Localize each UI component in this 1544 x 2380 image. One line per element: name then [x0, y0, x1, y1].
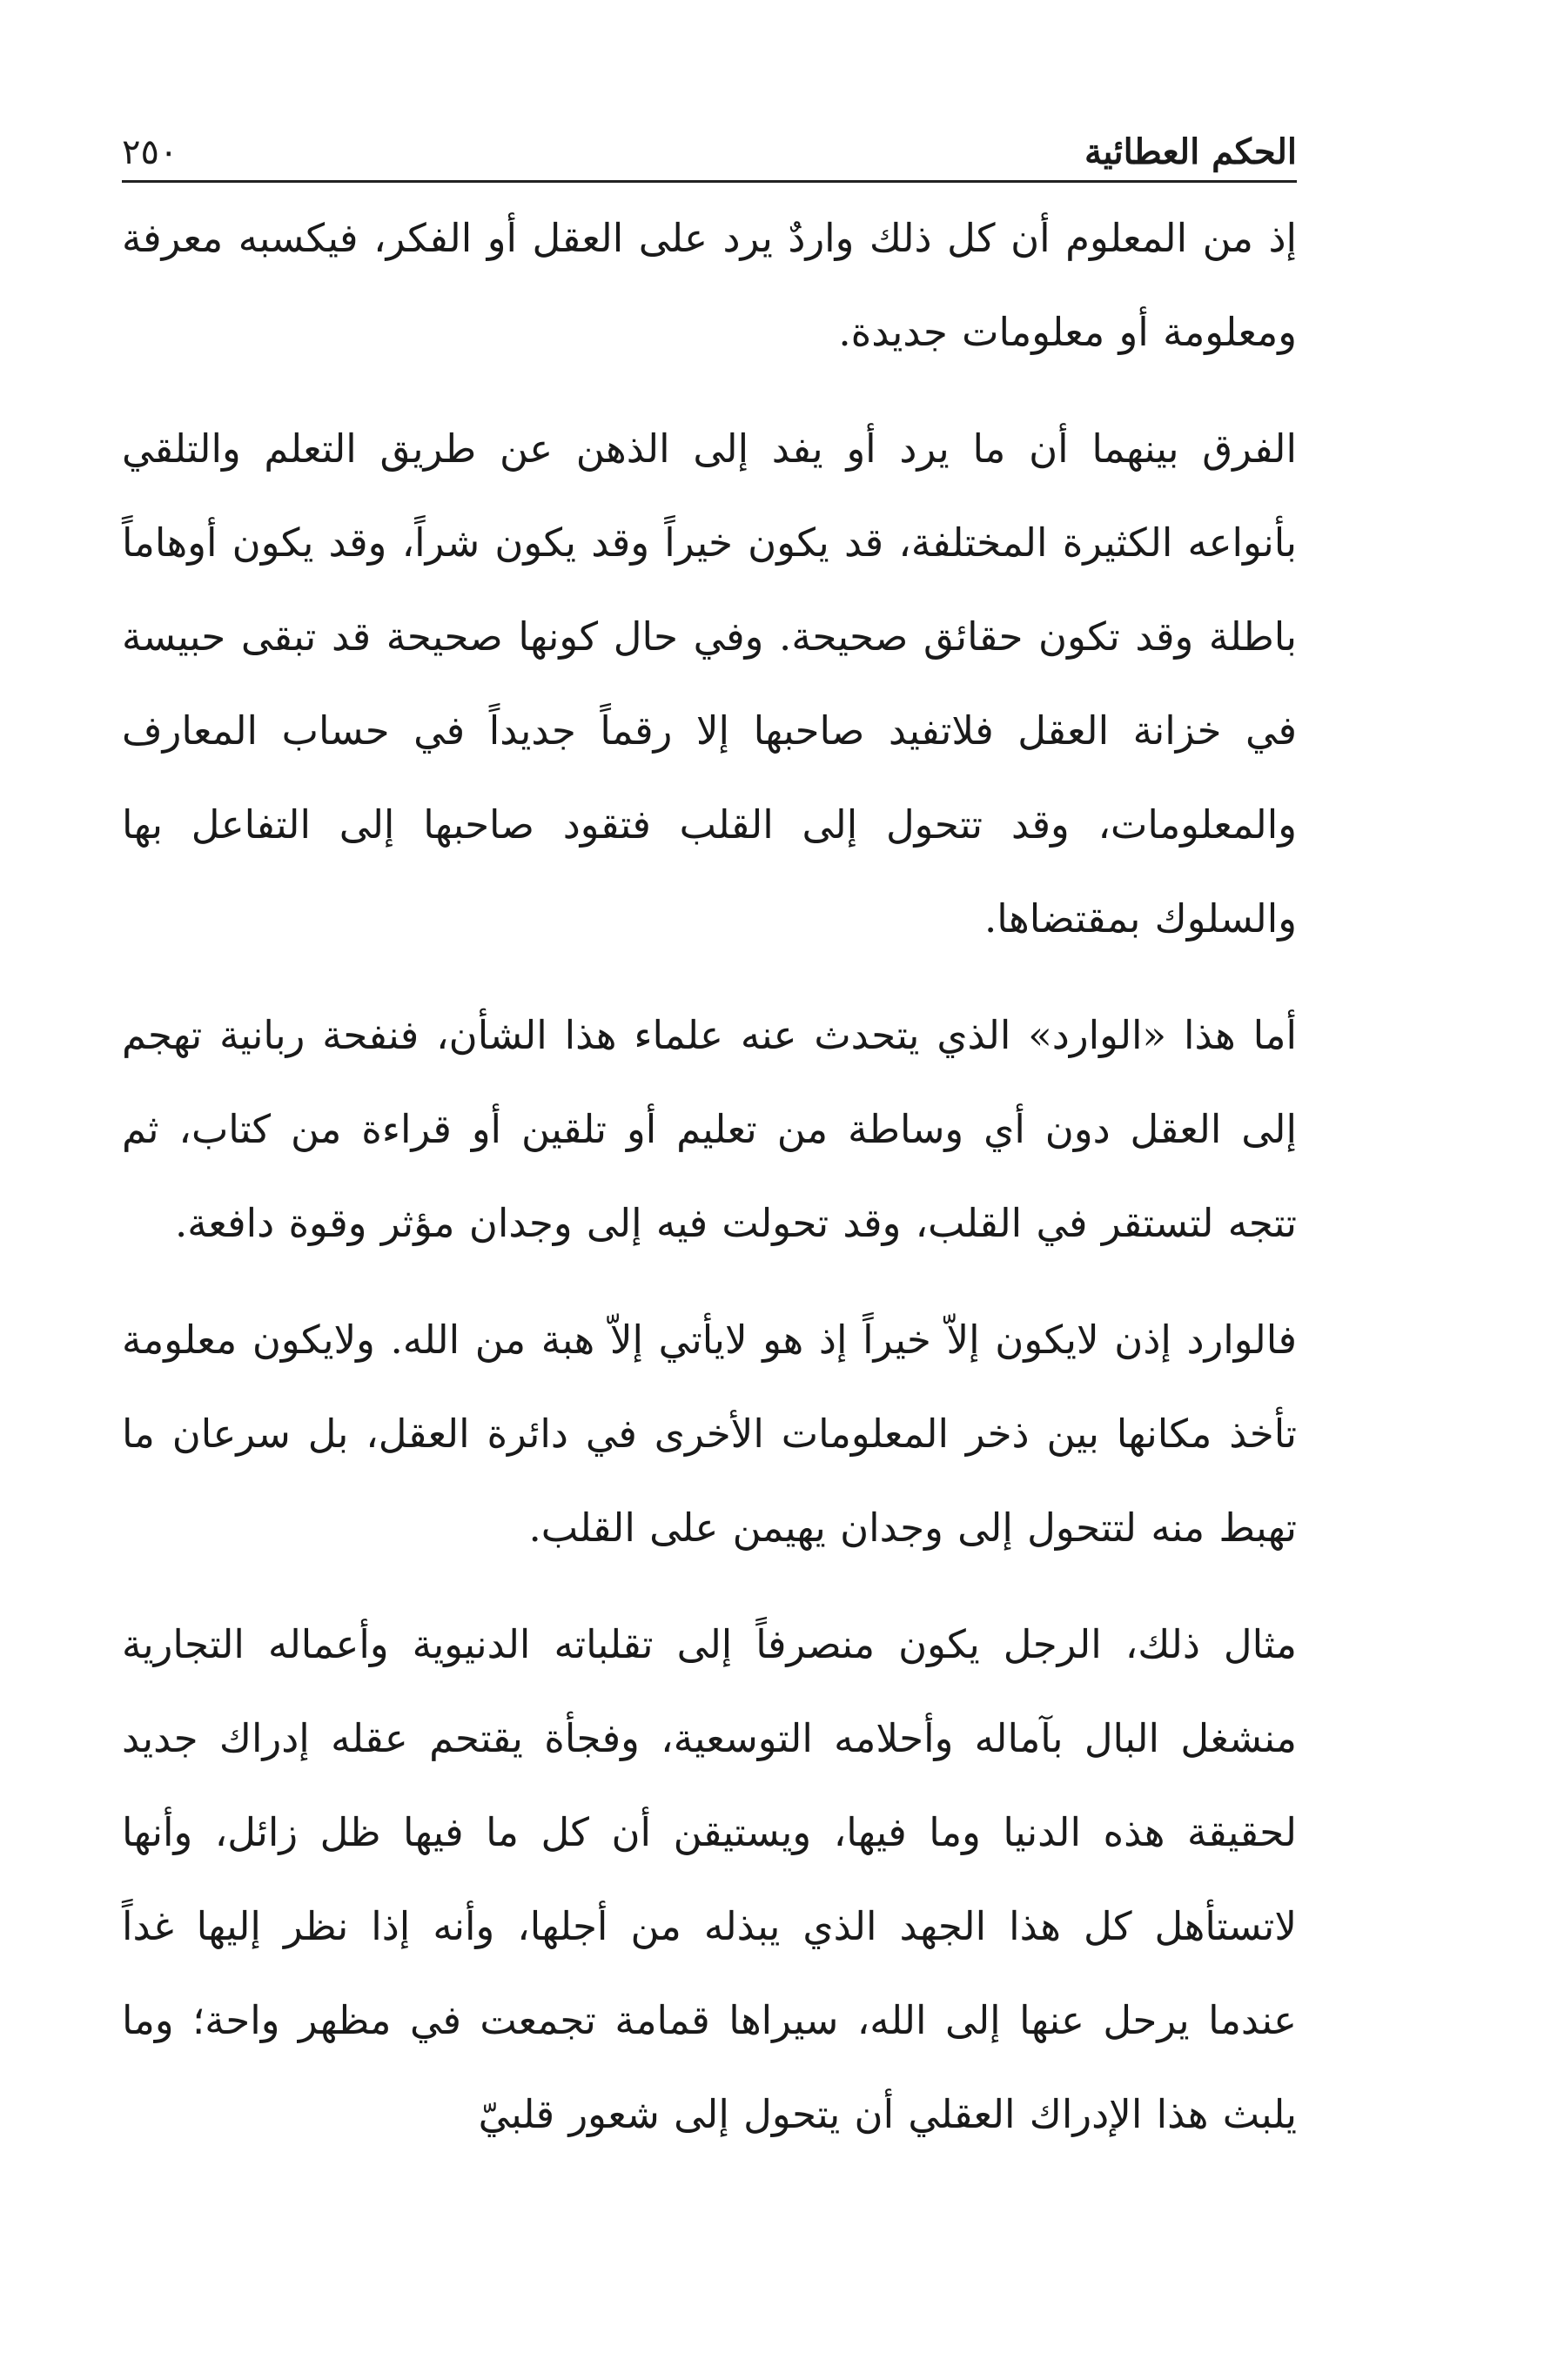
- paragraph: مثال ذلك، الرجل يكون منصرفاً إلى تقلباته الدنيوية وأعماله التجارية منشغل البال بآماله وأحلامه التوسعية، وفجأة يقتحم عقله إدراك جديد لحقيقة هذه الدنيا وما فيها، ويستيقن أن كل ما فيها ظل زائل، وأنها لاتستأهل كل هذا الجهد الذي يبذله من أجلها، وأنه إذا نظر إليها غداً عندما يرحل عنها إلى الله، سيراها قمامة تجمعت في مظهر واحة؛ وما يلبث هذا الإدراك العقلي أن يتحول إلى شعور قلبيّ: [122, 1621, 1297, 2137]
- paragraph: الفرق بينهما أن ما يرد أو يفد إلى الذهن عن طريق التعلم والتلقي بأنواعه الكثيرة المختلفة، قد يكون خيراً وقد يكون شراً، وقد يكون أوهاماً باطلة وقد تكون حقائق صحيحة. وفي حال كونها صحيحة قد تبقى حبيسة في خزانة العقل فلاتفيد صاحبها إلا رقماً جديداً في حساب المعارف والمعلومات، وقد تتحول إلى القلب فتقود صاحبها إلى التفاعل بها والسلوك بمقتضاها.: [122, 426, 1297, 942]
- paragraph: أما هذا «الوارد» الذي يتحدث عنه علماء هذا الشأن، فنفحة ربانية تهجم إلى العقل دون أي وساطة من تعليم أو تلقين أو قراءة من كتاب، ثم تتجه لتستقر في القلب، وقد تحولت فيه إلى وجدان مؤثر وقوة دافعة.: [122, 1012, 1297, 1246]
- paragraph: إذ من المعلوم أن كل ذلك واردٌ يرد على العقل أو الفكر، فيكسبه معرفة ومعلومة أو معلومات جديدة.: [122, 215, 1297, 355]
- paragraph: فالوارد إذن لايكون إلاّ خيراً إذ هو لايأتي إلاّ هبة من الله. ولايكون معلومة تأخذ مكانها بين ذخر المعلومات الأخرى في دائرة العقل، بل سرعان ما تهبط منه لتتحول إلى وجدان يهيمن على القلب.: [122, 1317, 1297, 1551]
- book-page: [122, 113, 1297, 2289]
- running-header: [122, 113, 1297, 183]
- book-title: الحكم العطائية: [1084, 131, 1297, 172]
- page-number: ٢٥٠: [122, 132, 178, 172]
- body-text: [122, 191, 1297, 2162]
